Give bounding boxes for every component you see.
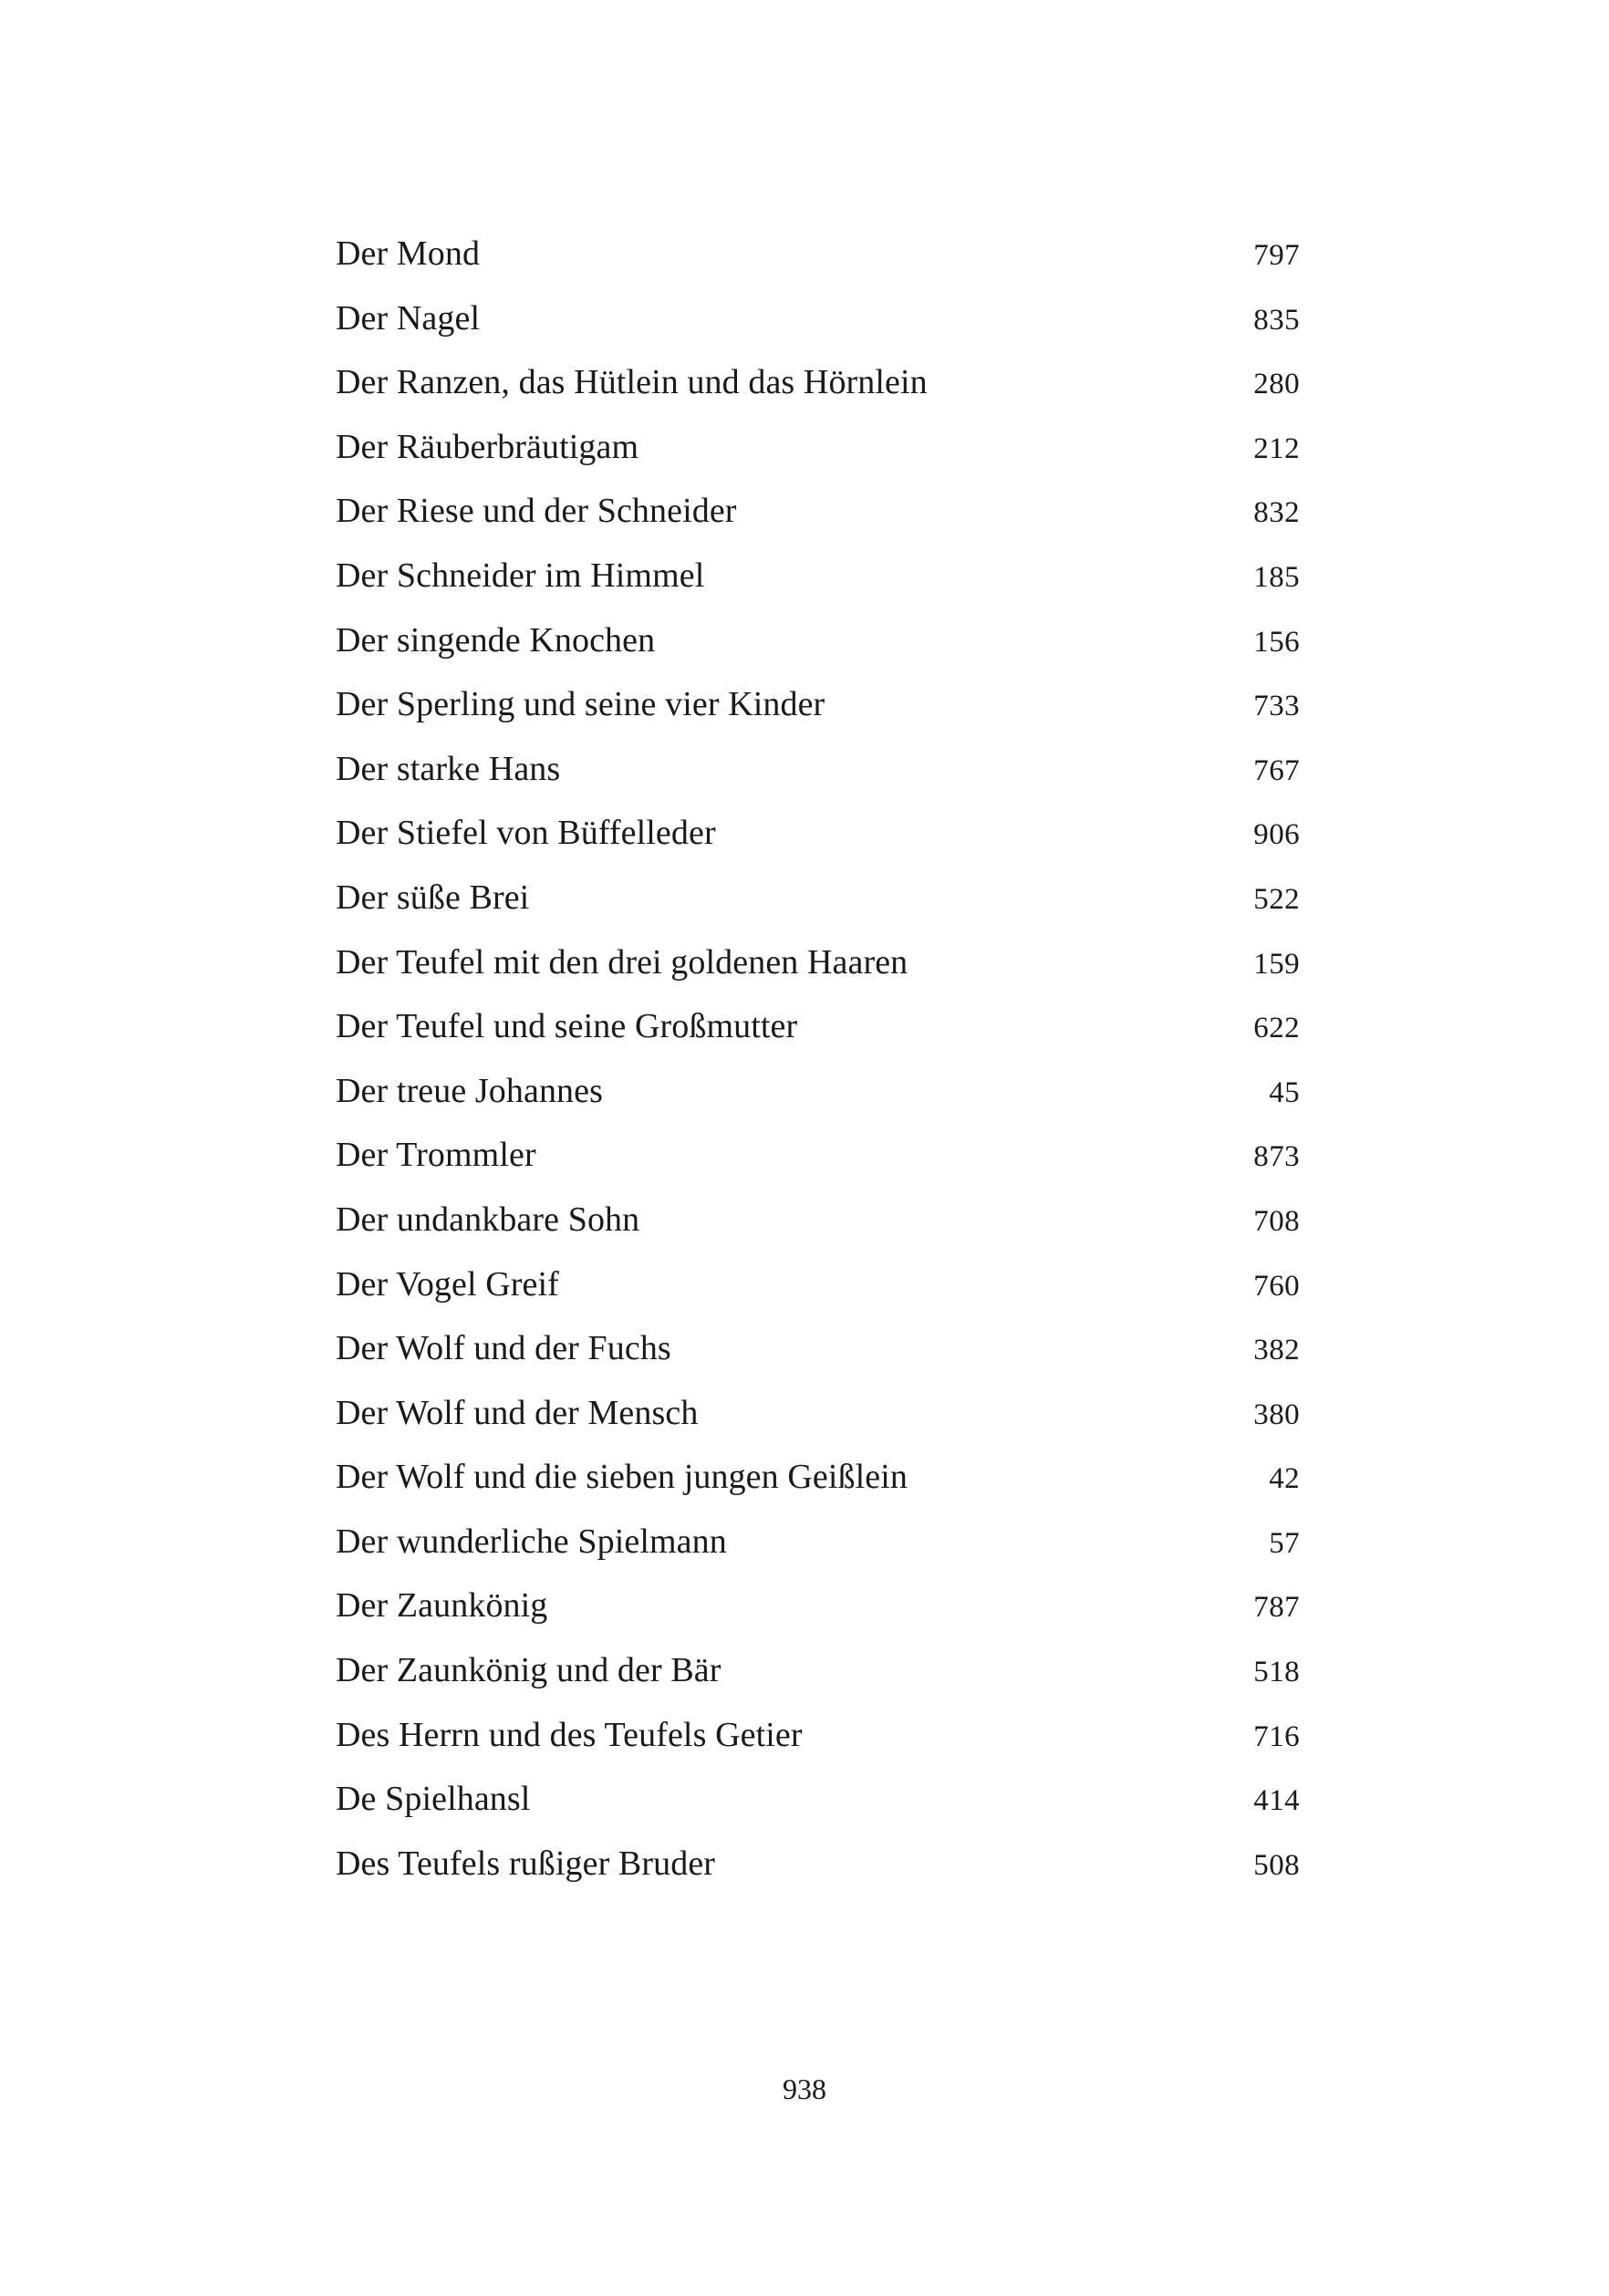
index-entry[interactable] — [336, 1059, 1300, 1124]
index-entry-title: De Spielhansl — [336, 1780, 531, 1819]
index-entry-page-number: 835 — [1253, 303, 1300, 337]
index-entry-page-number: 767 — [1253, 753, 1300, 787]
index-entry-title: Der starke Hans — [336, 749, 561, 788]
index-entry-title: Der Teufel mit den drei goldenen Haaren — [336, 942, 908, 982]
index-entry[interactable] — [336, 866, 1300, 930]
index-entry-page-number: 906 — [1253, 818, 1300, 852]
index-entry-title: Der süße Brei — [336, 878, 530, 917]
index-entry[interactable] — [336, 1445, 1300, 1510]
index-entry-title: Der wunderliche Spielmann — [336, 1522, 727, 1561]
index-entry-page-number: 622 — [1253, 1012, 1300, 1045]
index-entry-title: Der Räuberbräutigam — [336, 427, 639, 466]
index-entry-title: Der Sperling und seine vier Kinder — [336, 685, 825, 724]
index-entry-title: Der treue Johannes — [336, 1071, 604, 1110]
index-entry[interactable] — [336, 1638, 1300, 1703]
index-entry-page-number: 733 — [1253, 690, 1300, 723]
index-entry-title: Der Mond — [336, 234, 481, 273]
index-entry-page-number: 787 — [1253, 1591, 1300, 1625]
index-entry[interactable] — [336, 1767, 1300, 1832]
index-entry-title: Der Wolf und die sieben jungen Geißlein — [336, 1458, 908, 1497]
index-entry-page-number: 518 — [1253, 1656, 1300, 1689]
index-entry[interactable] — [336, 1123, 1300, 1188]
index-entry-title: Der Vogel Greif — [336, 1264, 559, 1304]
index-entry[interactable] — [336, 286, 1300, 351]
index-entry[interactable] — [336, 1510, 1300, 1574]
index-entry[interactable] — [336, 1574, 1300, 1638]
index-entry-page-number: 716 — [1253, 1719, 1300, 1753]
index-entry-page-number: 708 — [1253, 1204, 1300, 1238]
index-entry-title: Der Wolf und der Fuchs — [336, 1329, 671, 1368]
index-entry-page-number: 45 — [1269, 1075, 1300, 1109]
index-entry-page-number: 159 — [1253, 947, 1300, 981]
index-entry-title: Der Stiefel von Büffelleder — [336, 814, 716, 853]
index-entry-title: Der Riese und der Schneider — [336, 492, 737, 531]
index-entry-page-number: 380 — [1253, 1397, 1300, 1431]
index-entry-title: Der singende Knochen — [336, 620, 656, 660]
index-entry-title: Des Herrn und des Teufels Getier — [336, 1715, 803, 1754]
index-entry[interactable] — [336, 350, 1300, 415]
index-entry-page-number: 797 — [1253, 239, 1300, 272]
index-entry[interactable] — [336, 801, 1300, 866]
index-entry-page-number: 185 — [1253, 560, 1300, 594]
index-entry[interactable] — [336, 544, 1300, 608]
index-entry-page-number: 212 — [1253, 431, 1300, 465]
index-entry-page-number: 760 — [1253, 1269, 1300, 1303]
index-entry[interactable] — [336, 672, 1300, 737]
index-entry-page-number: 508 — [1253, 1848, 1300, 1882]
index-entry-page-number: 414 — [1253, 1784, 1300, 1818]
index-entry-title: Der Zaunkönig — [336, 1586, 548, 1626]
index-entry-title: Der undankbare Sohn — [336, 1200, 640, 1239]
index-entry-list — [336, 222, 1300, 1896]
index-entry[interactable] — [336, 222, 1300, 286]
index-entry-page-number: 832 — [1253, 496, 1300, 530]
index-entry-page-number: 522 — [1253, 882, 1300, 916]
index-entry-page-number: 873 — [1253, 1140, 1300, 1174]
index-entry[interactable] — [336, 1252, 1300, 1317]
index-entry[interactable] — [336, 608, 1300, 673]
index-entry[interactable] — [336, 1381, 1300, 1446]
index-entry-title: Der Schneider im Himmel — [336, 556, 705, 595]
index-entry-page-number: 280 — [1253, 368, 1300, 401]
index-entry-page-number: 42 — [1269, 1462, 1300, 1496]
index-entry-page-number: 382 — [1253, 1334, 1300, 1367]
index-entry[interactable] — [336, 1188, 1300, 1252]
index-entry[interactable] — [336, 1832, 1300, 1896]
index-entry-title: Der Trommler — [336, 1136, 536, 1175]
index-entry-page-number: 57 — [1269, 1526, 1300, 1560]
index-entry-title: Der Nagel — [336, 298, 481, 338]
index-entry-title: Der Ranzen, das Hütlein und das Hörnlein — [336, 363, 928, 402]
index-entry[interactable] — [336, 994, 1300, 1059]
index-entry-title: Des Teufels rußiger Bruder — [336, 1844, 716, 1883]
index-entry[interactable] — [336, 479, 1300, 544]
index-entry[interactable] — [336, 1703, 1300, 1768]
index-entry-title: Der Zaunkönig und der Bär — [336, 1651, 721, 1690]
index-entry-title: Der Wolf und der Mensch — [336, 1393, 699, 1432]
page-folio: 938 — [783, 2073, 826, 2105]
index-entry[interactable] — [336, 737, 1300, 802]
index-entry[interactable] — [336, 930, 1300, 995]
index-entry[interactable] — [336, 1316, 1300, 1381]
index-entry-page-number: 156 — [1253, 625, 1300, 659]
index-entry-title: Der Teufel und seine Großmutter — [336, 1007, 798, 1046]
index-entry[interactable] — [336, 415, 1300, 480]
